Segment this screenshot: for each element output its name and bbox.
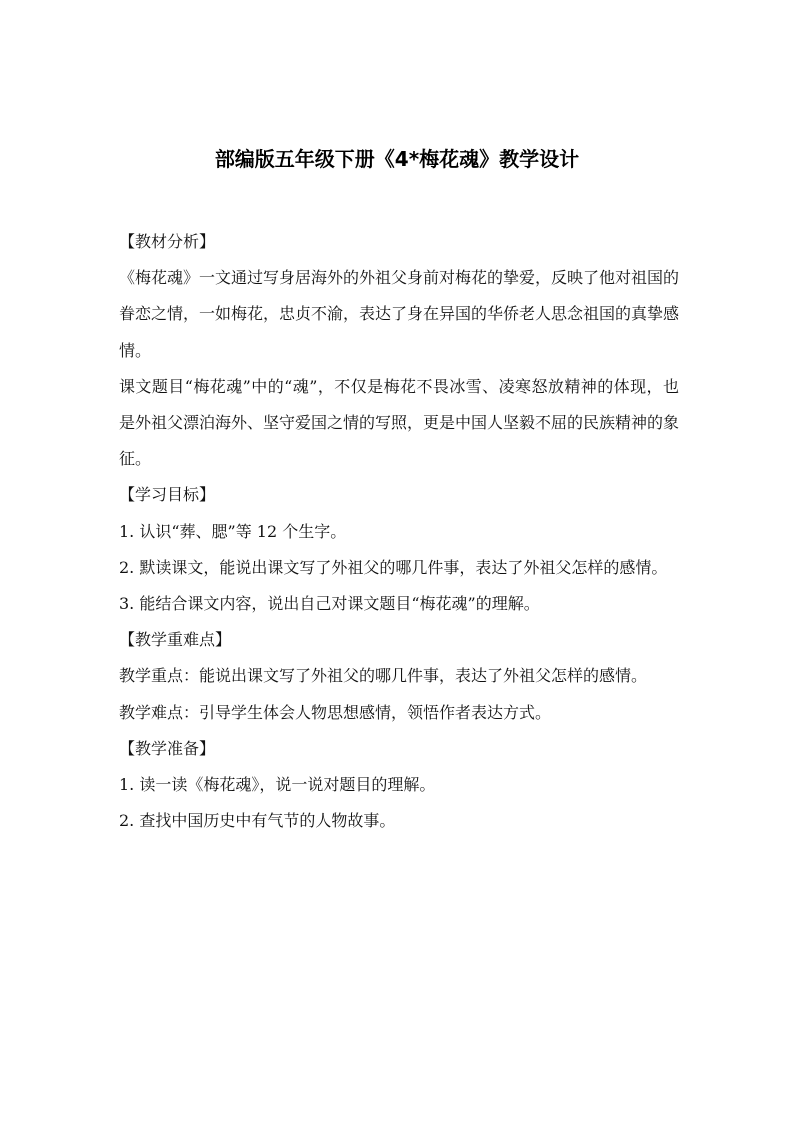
preparation-item-1: 1. 读一读《梅花魂》，说一说对题目的理解。 bbox=[119, 775, 436, 795]
section-heading-keypoints: 【教学重难点】 bbox=[119, 630, 232, 650]
teaching-focus: 教学重点：能说出课文写了外祖父的哪几件事，表达了外祖父怎样的感情。 bbox=[119, 666, 648, 686]
goal-item-3: 3. 能结合课文内容，说出自己对课文题目“梅花魂”的理解。 bbox=[119, 594, 540, 614]
section-heading-analysis: 【教材分析】 bbox=[119, 232, 216, 251]
preparation-item-2: 2. 查找中国历史中有气节的人物故事。 bbox=[119, 811, 396, 831]
document-body bbox=[119, 224, 679, 839]
goal-item-1: 1. 认识“葬、腮”等 12 个生字。 bbox=[119, 521, 347, 541]
section-heading-preparation: 【教学准备】 bbox=[119, 738, 216, 758]
document-title: 部编版五年级下册《4*梅花魂》教学设计 bbox=[214, 147, 580, 171]
section-heading-goals: 【学习目标】 bbox=[119, 485, 216, 505]
analysis-paragraph-2: 课文题目“梅花魂”中的“魂”，不仅是梅花不畏冰雪、凌寒怒放精神的体现，也是外祖父漂泊海外、坚守爱国之情的写照，更是中国人坚毅不屈的民族精神的象征。 bbox=[119, 376, 680, 469]
analysis-paragraph-1: 《梅花魂》一文通过写身居海外的外祖父身前对梅花的挚爱，反映了他对祖国的眷恋之情，一如梅花，忠贞不渝，表达了身在异国的华侨老人思念祖国的真挚感情。 bbox=[119, 268, 680, 360]
teaching-difficulty: 教学难点：引导学生体会人物思想感情，领悟作者表达方式。 bbox=[119, 702, 552, 722]
goal-item-2: 2. 默读课文，能说出课文写了外祖父的哪几件事，表达了外祖父怎样的感情。 bbox=[119, 557, 668, 577]
